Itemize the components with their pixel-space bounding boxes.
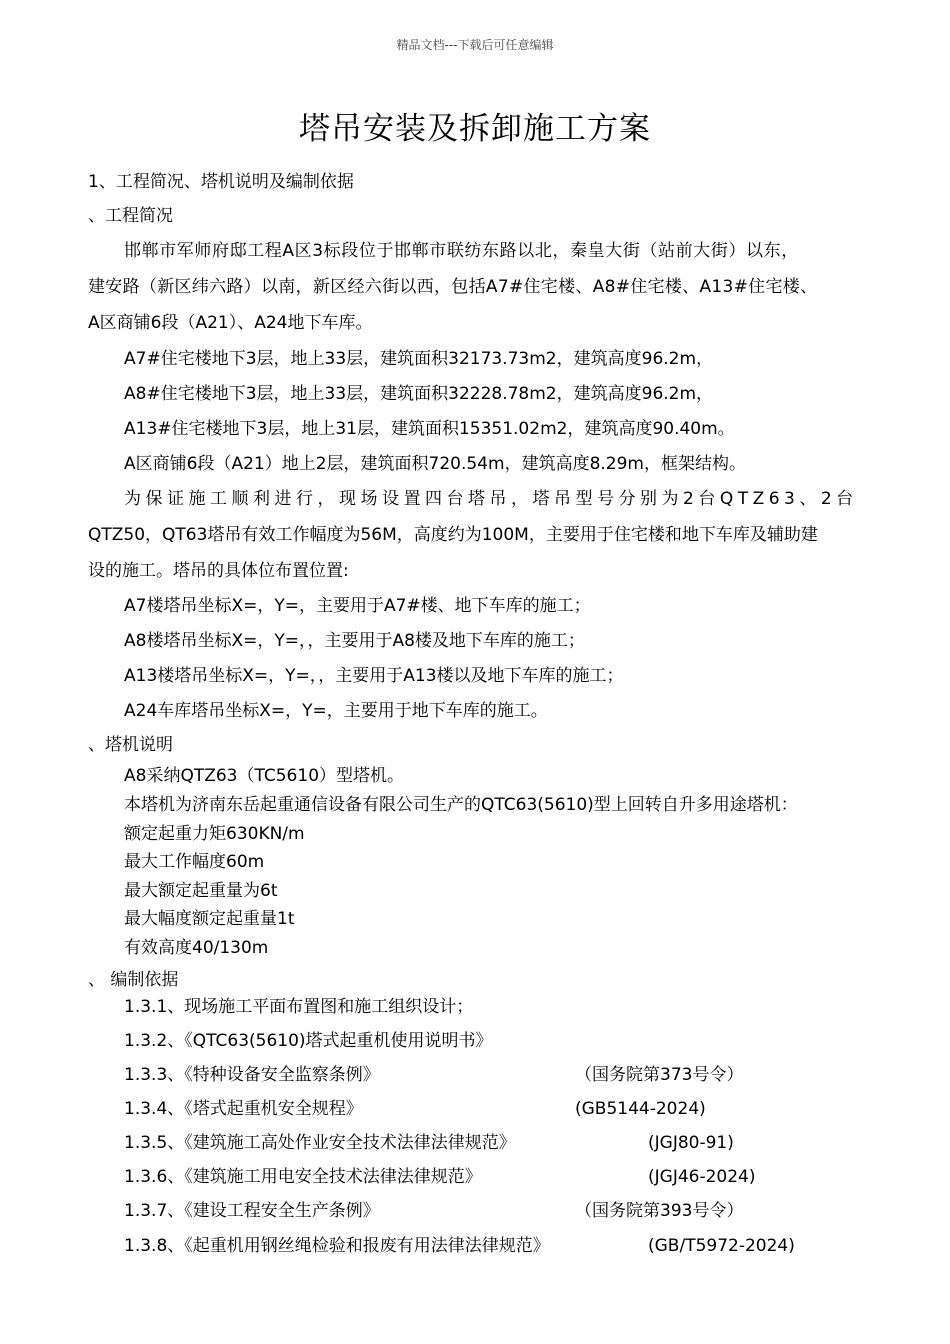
building-a7-info: A7#住宅楼地下3层，地上33层，建筑面积32173.73m2，建筑高度96.2m， xyxy=(124,349,714,369)
crane-spec-line: 最大幅度额定起重量1t xyxy=(124,909,295,929)
paragraph-line: A区商铺6段（A21）、A24地下车库。 xyxy=(88,313,373,333)
reference-item: 1.3.6、《建筑施工用电安全技术法律法律规范》 xyxy=(124,1167,482,1187)
reference-item: 1.3.8、《起重机用钢丝绳检验和报废有用法律法律规范》 xyxy=(124,1236,550,1256)
reference-item: 1.3.5、《建筑施工高处作业安全技术法律法律规范》 xyxy=(124,1133,516,1153)
reference-source: (GB/T5972-2024) xyxy=(648,1236,795,1256)
crane-spec-line: 最大额定起重量为6t xyxy=(124,881,278,901)
subsection-heading-crane: 、塔机说明 xyxy=(88,735,173,755)
reference-item: 1.3.1、现场施工平面布置图和施工组织设计； xyxy=(124,997,474,1017)
reference-source: (JGJ46-2024) xyxy=(648,1167,756,1187)
paragraph-line: 邯郸市军师府邸工程A区3标段位于邯郸市联纺东路以北，秦皇大街（站前大街）以东， xyxy=(124,241,799,261)
building-a13-info: A13#住宅楼地下3层，地上31层，建筑面积15351.02m2，建筑高度90.40m。 xyxy=(124,419,735,439)
shop-info: A区商铺6段（A21）地上2层，建筑面积720.54m，建筑高度8.29m，框架结构。 xyxy=(124,454,746,474)
crane-spec-line: 额定起重力矩630KN/m xyxy=(124,824,305,844)
crane-coord-a13: A13楼塔吊坐标X=，Y=，，主要用于A13楼以及地下车库的施工； xyxy=(124,666,624,686)
paragraph-line: 建安路（新区纬六路）以南，新区经六街以西，包括A7#住宅楼、A8#住宅楼、A13#住宅楼、 xyxy=(88,277,818,297)
crane-spec-line: 本塔机为济南东岳起重通信设备有限公司生产的QTC63(5610)型上回转自升多用途塔机： xyxy=(124,795,798,815)
crane-coord-a8: A8楼塔吊坐标X=，Y=，，主要用于A8楼及地下车库的施工； xyxy=(124,631,585,651)
reference-item: 1.3.3、《特种设备安全监察条例》 xyxy=(124,1065,380,1085)
reference-source: （国务院第393号令） xyxy=(575,1201,744,1221)
reference-item: 1.3.7、《建设工程安全生产条例》 xyxy=(124,1201,380,1221)
crane-coord-a24: A24车库塔吊坐标X=，Y=，主要用于地下车库的施工。 xyxy=(124,701,548,721)
section-heading: 1、工程简况、塔机说明及编制依据 xyxy=(88,172,354,192)
paragraph-line: 设的施工。塔吊的具体位布置位置: xyxy=(88,561,349,581)
reference-item: 1.3.2、《QTC63(5610)塔式起重机使用说明书》 xyxy=(124,1031,493,1051)
reference-source: (GB5144-2024) xyxy=(575,1099,706,1119)
reference-item: 1.3.4、《塔式起重机安全规程》 xyxy=(124,1099,363,1119)
reference-source: （国务院第373号令） xyxy=(575,1065,744,1085)
building-a8-info: A8#住宅楼地下3层，地上33层，建筑面积32228.78m2，建筑高度96.2m， xyxy=(124,384,714,404)
crane-spec-line: A8采纳QTZ63（TC5610）型塔机。 xyxy=(124,766,405,786)
document-title: 塔吊安装及拆卸施工方案 xyxy=(299,111,651,147)
subsection-heading-overview: 、工程简况 xyxy=(88,206,173,226)
subsection-heading-basis: 、 编制依据 xyxy=(88,970,179,990)
reference-source: (JGJ80-91) xyxy=(648,1133,734,1153)
crane-coord-a7: A7楼塔吊坐标X=，Y=，主要用于A7#楼、地下车库的施工； xyxy=(124,596,591,616)
paragraph-line: QTZ50，QT63塔吊有效工作幅度为56M，高度约为100M，主要用于住宅楼和地下车库及辅助建 xyxy=(88,525,818,545)
crane-spec-line: 有效高度40/130m xyxy=(124,938,269,958)
page-header: 精品文档---下载后可任意编辑 xyxy=(396,38,554,52)
paragraph-line: 为保证施工顺利进行，现场设置四台塔吊，塔吊型号分别为2台QTZ63、2台 xyxy=(124,489,858,509)
crane-spec-line: 最大工作幅度60m xyxy=(124,852,265,872)
